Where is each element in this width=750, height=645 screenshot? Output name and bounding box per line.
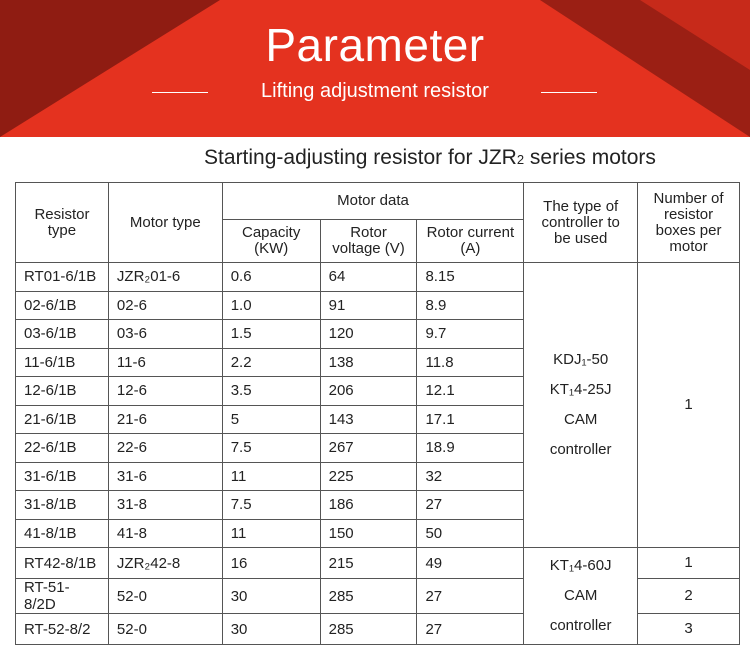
cell-rotor-current: 32: [417, 462, 524, 491]
cell-motor-type: 22-6: [108, 434, 222, 463]
cell-rotor-voltage: 150: [320, 519, 417, 548]
cell-motor-type: JZR₂01-6: [108, 263, 222, 292]
header-controller: The type of controller to be used: [524, 183, 638, 263]
cell-resistor-type: 02-6/1B: [16, 291, 109, 320]
cell-rotor-current: 12.1: [417, 377, 524, 406]
header-motor-type: Motor type: [108, 183, 222, 263]
cell-capacity: 2.2: [222, 348, 320, 377]
cell-rotor-voltage: 138: [320, 348, 417, 377]
cell-rotor-current: 27: [417, 614, 524, 645]
cell-rotor-voltage: 64: [320, 263, 417, 292]
header-motor-data: Motor data: [222, 183, 524, 220]
cell-resistor-type: RT-52-8/2: [16, 614, 109, 645]
cell-motor-type: 41-8: [108, 519, 222, 548]
cell-rotor-current: 9.7: [417, 320, 524, 349]
cell-capacity: 11: [222, 462, 320, 491]
cell-motor-type: 31-6: [108, 462, 222, 491]
cell-rotor-current: 8.15: [417, 263, 524, 292]
cell-resistor-type: 41-8/1B: [16, 519, 109, 548]
cell-rotor-current: 18.9: [417, 434, 524, 463]
cell-capacity: 3.5: [222, 377, 320, 406]
cell-capacity: 7.5: [222, 434, 320, 463]
cell-rotor-voltage: 215: [320, 548, 417, 579]
cell-rotor-voltage: 267: [320, 434, 417, 463]
cell-capacity: 16: [222, 548, 320, 579]
cell-motor-type: 12-6: [108, 377, 222, 406]
cell-resistor-type: 31-8/1B: [16, 491, 109, 520]
cell-resistor-type: RT42-8/1B: [16, 548, 109, 579]
header-capacity: Capacity (KW): [222, 220, 320, 263]
header-rotor-voltage: Rotor voltage (V): [320, 220, 417, 263]
cell-controller-group2: KT₁4-60J CAM controller: [524, 548, 638, 645]
cell-motor-type: 21-6: [108, 405, 222, 434]
cell-resistor-type: 22-6/1B: [16, 434, 109, 463]
cell-rotor-voltage: 186: [320, 491, 417, 520]
table-row: [16, 263, 740, 292]
header-resistor-type: Resistor type: [16, 183, 109, 263]
cell-rotor-voltage: 91: [320, 291, 417, 320]
cell-motor-type: 02-6: [108, 291, 222, 320]
banner-subtitle: Lifting adjustment resistor: [261, 80, 489, 102]
cell-rotor-current: 27: [417, 579, 524, 614]
cell-rotor-current: 27: [417, 491, 524, 520]
cell-capacity: 30: [222, 614, 320, 645]
cell-boxes: 2: [638, 579, 740, 614]
cell-motor-type: 31-8: [108, 491, 222, 520]
cell-motor-type: 11-6: [108, 348, 222, 377]
cell-rotor-current: 50: [417, 519, 524, 548]
cell-resistor-type: 03-6/1B: [16, 320, 109, 349]
cell-rotor-voltage: 143: [320, 405, 417, 434]
cell-resistor-type: RT-51-8/2D: [16, 579, 109, 614]
cell-capacity: 1.0: [222, 291, 320, 320]
cell-capacity: 0.6: [222, 263, 320, 292]
table-row: [16, 548, 740, 579]
cell-rotor-current: 11.8: [417, 348, 524, 377]
cell-capacity: 30: [222, 579, 320, 614]
cell-rotor-current: 17.1: [417, 405, 524, 434]
cell-rotor-voltage: 285: [320, 579, 417, 614]
cell-motor-type: 52-0: [108, 614, 222, 645]
cell-motor-type: 03-6: [108, 320, 222, 349]
cell-rotor-voltage: 120: [320, 320, 417, 349]
cell-boxes-group1: 1: [638, 263, 740, 548]
cell-motor-type: JZR₂42-8: [108, 548, 222, 579]
cell-rotor-voltage: 225: [320, 462, 417, 491]
cell-resistor-type: 21-6/1B: [16, 405, 109, 434]
cell-boxes: 3: [638, 614, 740, 645]
cell-boxes: 1: [638, 548, 740, 579]
cell-rotor-voltage: 206: [320, 377, 417, 406]
parameter-table: [15, 182, 740, 645]
cell-resistor-type: 11-6/1B: [16, 348, 109, 377]
cell-resistor-type: RT01-6/1B: [16, 263, 109, 292]
banner-title: Parameter: [265, 19, 485, 71]
cell-capacity: 7.5: [222, 491, 320, 520]
cell-capacity: 5: [222, 405, 320, 434]
table-heading: Starting-adjusting resistor for JZR2 series motors: [204, 146, 656, 169]
cell-capacity: 1.5: [222, 320, 320, 349]
cell-rotor-voltage: 285: [320, 614, 417, 645]
cell-resistor-type: 12-6/1B: [16, 377, 109, 406]
cell-motor-type: 52-0: [108, 579, 222, 614]
banner: [0, 0, 750, 137]
subtitle-rule-right: [541, 92, 597, 93]
cell-rotor-current: 49: [417, 548, 524, 579]
header-rotor-current: Rotor current (A): [417, 220, 524, 263]
header-boxes: Number of resistor boxes per motor: [638, 183, 740, 263]
cell-rotor-current: 8.9: [417, 291, 524, 320]
cell-controller-group1: KDJ₁-50 KT₁4-25J CAM controller: [524, 263, 638, 548]
cell-capacity: 11: [222, 519, 320, 548]
cell-resistor-type: 31-6/1B: [16, 462, 109, 491]
